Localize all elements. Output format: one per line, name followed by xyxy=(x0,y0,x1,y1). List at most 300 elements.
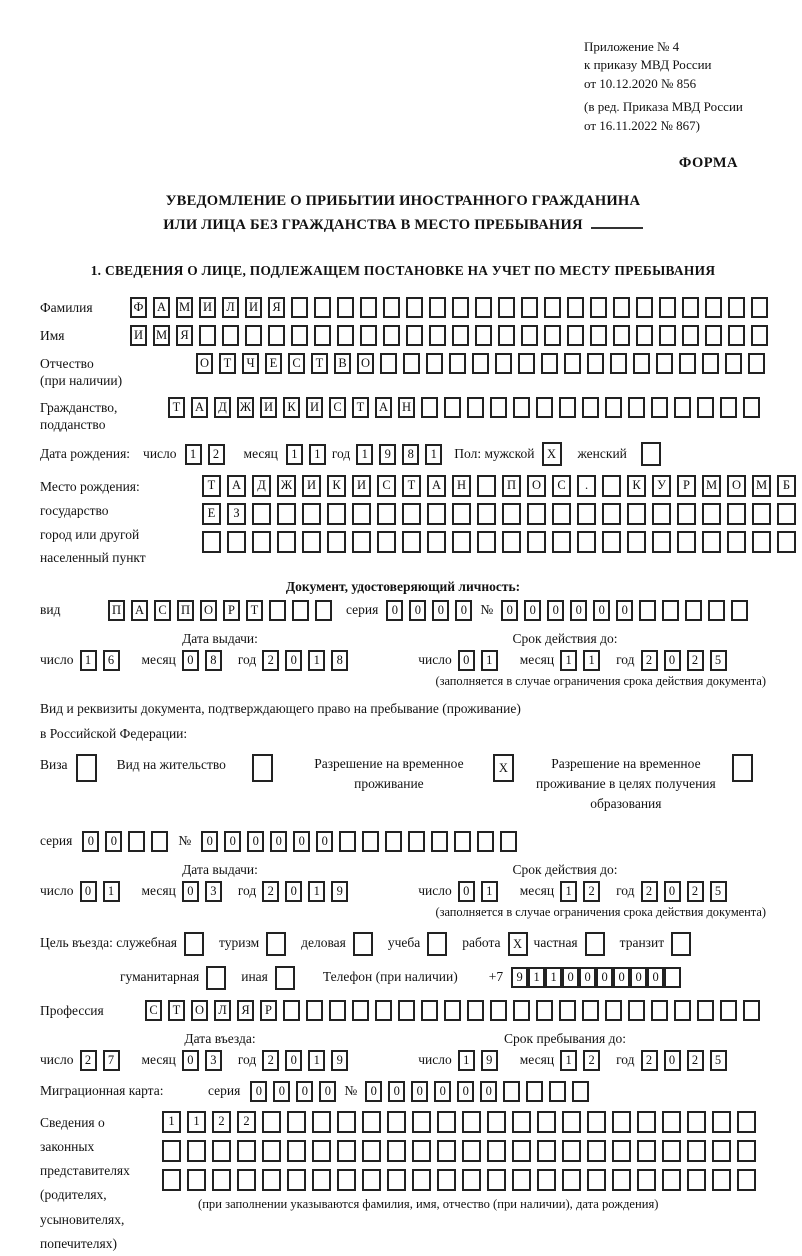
char-box[interactable] xyxy=(752,531,771,553)
char-box[interactable]: 0 xyxy=(285,650,302,671)
char-box[interactable] xyxy=(237,1169,256,1191)
char-box[interactable] xyxy=(162,1169,181,1191)
char-box[interactable] xyxy=(610,353,627,374)
char-box[interactable] xyxy=(564,353,581,374)
char-box[interactable]: 3 xyxy=(205,881,222,902)
char-box[interactable] xyxy=(292,600,309,621)
char-box[interactable] xyxy=(659,297,676,318)
char-box[interactable]: 0 xyxy=(458,881,475,902)
char-box[interactable] xyxy=(291,325,308,346)
char-box[interactable]: 0 xyxy=(296,1081,313,1102)
char-box[interactable]: 1 xyxy=(356,444,373,465)
char-box[interactable] xyxy=(567,325,584,346)
char-box[interactable]: Н xyxy=(452,475,471,497)
char-box[interactable]: Т xyxy=(168,397,185,418)
purpose-official-checkbox[interactable] xyxy=(184,932,204,956)
char-box[interactable] xyxy=(521,297,538,318)
char-box[interactable]: 0 xyxy=(647,967,664,988)
char-box[interactable]: О xyxy=(196,353,213,374)
char-box[interactable] xyxy=(751,297,768,318)
char-box[interactable] xyxy=(245,325,262,346)
char-box[interactable] xyxy=(737,1111,756,1133)
char-box[interactable]: 0 xyxy=(247,831,264,852)
char-box[interactable] xyxy=(587,1111,606,1133)
char-box[interactable] xyxy=(748,353,765,374)
char-box[interactable]: 0 xyxy=(201,831,218,852)
char-box[interactable]: 0 xyxy=(596,967,613,988)
char-box[interactable]: Л xyxy=(214,1000,231,1021)
char-box[interactable] xyxy=(487,1140,506,1162)
char-box[interactable]: 0 xyxy=(432,600,449,621)
char-box[interactable]: И xyxy=(352,475,371,497)
char-box[interactable] xyxy=(674,397,691,418)
char-box[interactable] xyxy=(362,1140,381,1162)
char-box[interactable] xyxy=(377,531,396,553)
char-box[interactable] xyxy=(487,1111,506,1133)
char-box[interactable] xyxy=(302,531,321,553)
char-box[interactable]: 2 xyxy=(262,881,279,902)
char-box[interactable]: Р xyxy=(223,600,240,621)
char-box[interactable] xyxy=(227,531,246,553)
char-box[interactable]: 8 xyxy=(331,650,348,671)
char-box[interactable] xyxy=(437,1169,456,1191)
char-box[interactable] xyxy=(559,1000,576,1021)
char-box[interactable] xyxy=(602,475,621,497)
char-box[interactable] xyxy=(562,1169,581,1191)
char-box[interactable] xyxy=(513,1000,530,1021)
char-box[interactable] xyxy=(287,1111,306,1133)
char-box[interactable]: П xyxy=(502,475,521,497)
char-box[interactable] xyxy=(444,397,461,418)
char-box[interactable]: 1 xyxy=(560,1050,577,1071)
char-box[interactable] xyxy=(727,503,746,525)
char-box[interactable] xyxy=(162,1140,181,1162)
char-box[interactable] xyxy=(362,831,379,852)
char-box[interactable]: Б xyxy=(777,475,796,497)
purpose-work-checkbox[interactable]: X xyxy=(508,932,528,956)
char-box[interactable]: О xyxy=(200,600,217,621)
char-box[interactable] xyxy=(187,1169,206,1191)
char-box[interactable]: 2 xyxy=(262,650,279,671)
char-box[interactable]: Я xyxy=(176,325,193,346)
char-box[interactable] xyxy=(720,397,737,418)
char-box[interactable] xyxy=(628,397,645,418)
char-box[interactable]: 0 xyxy=(524,600,541,621)
char-box[interactable] xyxy=(429,297,446,318)
char-box[interactable] xyxy=(360,325,377,346)
char-box[interactable]: 2 xyxy=(80,1050,97,1071)
char-box[interactable] xyxy=(475,325,492,346)
char-box[interactable] xyxy=(312,1111,331,1133)
char-box[interactable] xyxy=(252,503,271,525)
char-box[interactable]: 1 xyxy=(481,881,498,902)
char-box[interactable]: Т xyxy=(202,475,221,497)
purpose-study-checkbox[interactable] xyxy=(427,932,447,956)
char-box[interactable] xyxy=(352,531,371,553)
char-box[interactable] xyxy=(327,531,346,553)
char-box[interactable]: 1 xyxy=(309,444,326,465)
char-box[interactable]: 0 xyxy=(593,600,610,621)
char-box[interactable]: К xyxy=(627,475,646,497)
purpose-private-checkbox[interactable] xyxy=(585,932,605,956)
char-box[interactable]: Т xyxy=(246,600,263,621)
temp-residence-edu-checkbox[interactable] xyxy=(732,754,753,782)
char-box[interactable]: 0 xyxy=(409,600,426,621)
char-box[interactable] xyxy=(477,531,496,553)
char-box[interactable]: 0 xyxy=(250,1081,267,1102)
char-box[interactable]: 0 xyxy=(562,967,579,988)
char-box[interactable] xyxy=(605,397,622,418)
char-box[interactable]: О xyxy=(527,475,546,497)
char-box[interactable] xyxy=(512,1169,531,1191)
char-box[interactable]: Д xyxy=(214,397,231,418)
char-box[interactable] xyxy=(452,503,471,525)
residence-permit-checkbox[interactable] xyxy=(252,754,273,782)
char-box[interactable] xyxy=(151,831,168,852)
char-box[interactable]: 0 xyxy=(434,1081,451,1102)
char-box[interactable] xyxy=(627,503,646,525)
char-box[interactable]: 0 xyxy=(480,1081,497,1102)
char-box[interactable]: 0 xyxy=(613,967,630,988)
char-box[interactable] xyxy=(306,1000,323,1021)
char-box[interactable] xyxy=(472,353,489,374)
purpose-tourism-checkbox[interactable] xyxy=(266,932,286,956)
char-box[interactable] xyxy=(552,531,571,553)
char-box[interactable]: 1 xyxy=(308,650,325,671)
char-box[interactable]: 0 xyxy=(80,881,97,902)
char-box[interactable] xyxy=(752,503,771,525)
char-box[interactable] xyxy=(277,531,296,553)
char-box[interactable] xyxy=(429,325,446,346)
purpose-business-checkbox[interactable] xyxy=(353,932,373,956)
char-box[interactable] xyxy=(652,503,671,525)
char-box[interactable] xyxy=(490,1000,507,1021)
char-box[interactable] xyxy=(605,1000,622,1021)
char-box[interactable] xyxy=(212,1140,231,1162)
char-box[interactable] xyxy=(751,325,768,346)
char-box[interactable] xyxy=(502,531,521,553)
char-box[interactable] xyxy=(475,297,492,318)
sex-female-checkbox[interactable] xyxy=(641,442,661,466)
char-box[interactable]: У xyxy=(652,475,671,497)
char-box[interactable] xyxy=(437,1111,456,1133)
char-box[interactable]: 0 xyxy=(285,1050,302,1071)
char-box[interactable] xyxy=(467,1000,484,1021)
char-box[interactable]: 0 xyxy=(182,1050,199,1071)
char-box[interactable]: 0 xyxy=(411,1081,428,1102)
char-box[interactable] xyxy=(612,1140,631,1162)
char-box[interactable] xyxy=(462,1111,481,1133)
char-box[interactable] xyxy=(412,1111,431,1133)
char-box[interactable]: 9 xyxy=(331,881,348,902)
char-box[interactable] xyxy=(268,325,285,346)
char-box[interactable]: 9 xyxy=(331,1050,348,1071)
char-box[interactable] xyxy=(572,1081,589,1102)
char-box[interactable] xyxy=(567,297,584,318)
char-box[interactable] xyxy=(262,1169,281,1191)
char-box[interactable] xyxy=(720,1000,737,1021)
char-box[interactable] xyxy=(362,1111,381,1133)
char-box[interactable] xyxy=(777,531,796,553)
char-box[interactable]: 1 xyxy=(185,444,202,465)
char-box[interactable] xyxy=(613,297,630,318)
char-box[interactable] xyxy=(467,397,484,418)
char-box[interactable]: М xyxy=(702,475,721,497)
char-box[interactable]: 2 xyxy=(641,1050,658,1071)
char-box[interactable] xyxy=(314,325,331,346)
char-box[interactable]: 0 xyxy=(273,1081,290,1102)
char-box[interactable] xyxy=(412,1169,431,1191)
char-box[interactable]: Р xyxy=(260,1000,277,1021)
char-box[interactable] xyxy=(521,325,538,346)
char-box[interactable] xyxy=(269,600,286,621)
char-box[interactable]: 6 xyxy=(103,650,120,671)
char-box[interactable] xyxy=(662,1169,681,1191)
char-box[interactable]: А xyxy=(153,297,170,318)
purpose-humanitarian-checkbox[interactable] xyxy=(206,966,226,990)
char-box[interactable] xyxy=(685,600,702,621)
char-box[interactable]: 2 xyxy=(641,881,658,902)
char-box[interactable] xyxy=(252,531,271,553)
char-box[interactable] xyxy=(222,325,239,346)
char-box[interactable] xyxy=(679,353,696,374)
char-box[interactable]: 0 xyxy=(547,600,564,621)
char-box[interactable]: 2 xyxy=(208,444,225,465)
char-box[interactable] xyxy=(387,1169,406,1191)
char-box[interactable] xyxy=(495,353,512,374)
char-box[interactable] xyxy=(380,353,397,374)
char-box[interactable] xyxy=(587,353,604,374)
char-box[interactable] xyxy=(337,1111,356,1133)
char-box[interactable] xyxy=(312,1140,331,1162)
char-box[interactable]: 0 xyxy=(616,600,633,621)
char-box[interactable] xyxy=(612,1169,631,1191)
char-box[interactable] xyxy=(339,831,356,852)
char-box[interactable] xyxy=(262,1140,281,1162)
char-box[interactable] xyxy=(662,600,679,621)
char-box[interactable] xyxy=(375,1000,392,1021)
char-box[interactable]: К xyxy=(327,475,346,497)
char-box[interactable]: 1 xyxy=(583,650,600,671)
char-box[interactable]: 1 xyxy=(481,650,498,671)
char-box[interactable] xyxy=(402,531,421,553)
char-box[interactable] xyxy=(702,503,721,525)
char-box[interactable]: Т xyxy=(168,1000,185,1021)
char-box[interactable] xyxy=(477,503,496,525)
char-box[interactable]: Ж xyxy=(237,397,254,418)
char-box[interactable] xyxy=(662,1140,681,1162)
char-box[interactable] xyxy=(737,1169,756,1191)
char-box[interactable]: 0 xyxy=(316,831,333,852)
char-box[interactable] xyxy=(637,1140,656,1162)
char-box[interactable]: А xyxy=(131,600,148,621)
char-box[interactable] xyxy=(500,831,517,852)
char-box[interactable]: 1 xyxy=(545,967,562,988)
char-box[interactable] xyxy=(612,1111,631,1133)
char-box[interactable] xyxy=(518,353,535,374)
char-box[interactable] xyxy=(602,503,621,525)
char-box[interactable] xyxy=(527,503,546,525)
char-box[interactable] xyxy=(452,531,471,553)
char-box[interactable]: И xyxy=(302,475,321,497)
char-box[interactable] xyxy=(406,325,423,346)
char-box[interactable] xyxy=(387,1140,406,1162)
char-box[interactable] xyxy=(682,325,699,346)
char-box[interactable]: Е xyxy=(265,353,282,374)
char-box[interactable] xyxy=(677,503,696,525)
char-box[interactable]: 2 xyxy=(237,1111,256,1133)
char-box[interactable] xyxy=(462,1140,481,1162)
char-box[interactable]: 5 xyxy=(710,1050,727,1071)
char-box[interactable] xyxy=(562,1111,581,1133)
char-box[interactable] xyxy=(502,503,521,525)
char-box[interactable] xyxy=(477,475,496,497)
char-box[interactable] xyxy=(712,1169,731,1191)
char-box[interactable]: 2 xyxy=(212,1111,231,1133)
char-box[interactable]: 9 xyxy=(511,967,528,988)
char-box[interactable] xyxy=(385,831,402,852)
char-box[interactable] xyxy=(637,1169,656,1191)
char-box[interactable] xyxy=(431,831,448,852)
char-box[interactable] xyxy=(403,353,420,374)
char-box[interactable] xyxy=(590,297,607,318)
char-box[interactable]: 5 xyxy=(710,881,727,902)
char-box[interactable]: И xyxy=(199,297,216,318)
char-box[interactable] xyxy=(697,397,714,418)
char-box[interactable] xyxy=(512,1140,531,1162)
char-box[interactable] xyxy=(352,1000,369,1021)
char-box[interactable] xyxy=(697,1000,714,1021)
char-box[interactable]: 0 xyxy=(105,831,122,852)
char-box[interactable]: 9 xyxy=(379,444,396,465)
char-box[interactable] xyxy=(537,1111,556,1133)
char-box[interactable] xyxy=(705,325,722,346)
visa-checkbox[interactable] xyxy=(76,754,97,782)
char-box[interactable] xyxy=(687,1140,706,1162)
char-box[interactable]: 0 xyxy=(293,831,310,852)
char-box[interactable] xyxy=(327,503,346,525)
char-box[interactable] xyxy=(383,325,400,346)
char-box[interactable]: М xyxy=(752,475,771,497)
char-box[interactable] xyxy=(544,297,561,318)
char-box[interactable]: З xyxy=(227,503,246,525)
char-box[interactable] xyxy=(712,1140,731,1162)
char-box[interactable] xyxy=(536,1000,553,1021)
char-box[interactable] xyxy=(541,353,558,374)
char-box[interactable] xyxy=(633,353,650,374)
char-box[interactable] xyxy=(651,397,668,418)
char-box[interactable]: О xyxy=(357,353,374,374)
char-box[interactable] xyxy=(587,1169,606,1191)
char-box[interactable]: 1 xyxy=(308,1050,325,1071)
char-box[interactable] xyxy=(549,1081,566,1102)
char-box[interactable]: 7 xyxy=(103,1050,120,1071)
char-box[interactable] xyxy=(587,1140,606,1162)
char-box[interactable] xyxy=(559,397,576,418)
char-box[interactable] xyxy=(487,1169,506,1191)
char-box[interactable]: М xyxy=(153,325,170,346)
char-box[interactable]: 1 xyxy=(560,650,577,671)
char-box[interactable]: Я xyxy=(237,1000,254,1021)
char-box[interactable]: М xyxy=(176,297,193,318)
char-box[interactable] xyxy=(537,1140,556,1162)
char-box[interactable]: И xyxy=(306,397,323,418)
char-box[interactable] xyxy=(728,297,745,318)
char-box[interactable]: 2 xyxy=(583,881,600,902)
char-box[interactable]: 1 xyxy=(80,650,97,671)
char-box[interactable]: 0 xyxy=(182,881,199,902)
char-box[interactable]: Д xyxy=(252,475,271,497)
char-box[interactable]: И xyxy=(130,325,147,346)
purpose-transit-checkbox[interactable] xyxy=(671,932,691,956)
char-box[interactable]: 0 xyxy=(630,967,647,988)
char-box[interactable]: 2 xyxy=(687,1050,704,1071)
char-box[interactable] xyxy=(437,1140,456,1162)
char-box[interactable]: П xyxy=(108,600,125,621)
char-box[interactable]: 0 xyxy=(182,650,199,671)
char-box[interactable] xyxy=(426,353,443,374)
char-box[interactable]: Ч xyxy=(242,353,259,374)
char-box[interactable] xyxy=(708,600,725,621)
char-box[interactable]: 1 xyxy=(308,881,325,902)
char-box[interactable]: 0 xyxy=(270,831,287,852)
char-box[interactable] xyxy=(352,503,371,525)
char-box[interactable]: Ф xyxy=(130,297,147,318)
char-box[interactable]: 1 xyxy=(528,967,545,988)
char-box[interactable]: 0 xyxy=(285,881,302,902)
char-box[interactable] xyxy=(406,297,423,318)
char-box[interactable] xyxy=(498,325,515,346)
char-box[interactable] xyxy=(777,503,796,525)
char-box[interactable] xyxy=(421,397,438,418)
char-box[interactable]: И xyxy=(260,397,277,418)
char-box[interactable]: А xyxy=(375,397,392,418)
char-box[interactable]: 0 xyxy=(579,967,596,988)
char-box[interactable] xyxy=(705,297,722,318)
char-box[interactable] xyxy=(682,297,699,318)
char-box[interactable] xyxy=(652,531,671,553)
char-box[interactable]: Т xyxy=(311,353,328,374)
char-box[interactable] xyxy=(513,397,530,418)
char-box[interactable]: Р xyxy=(677,475,696,497)
char-box[interactable] xyxy=(687,1111,706,1133)
char-box[interactable]: П xyxy=(177,600,194,621)
char-box[interactable]: Я xyxy=(268,297,285,318)
char-box[interactable]: А xyxy=(191,397,208,418)
char-box[interactable]: 2 xyxy=(641,650,658,671)
char-box[interactable]: . xyxy=(577,475,596,497)
char-box[interactable] xyxy=(527,531,546,553)
char-box[interactable]: 0 xyxy=(664,650,681,671)
char-box[interactable] xyxy=(613,325,630,346)
char-box[interactable] xyxy=(577,531,596,553)
char-box[interactable]: 0 xyxy=(457,1081,474,1102)
char-box[interactable] xyxy=(562,1140,581,1162)
char-box[interactable]: С xyxy=(377,475,396,497)
char-box[interactable] xyxy=(743,397,760,418)
char-box[interactable] xyxy=(408,831,425,852)
char-box[interactable]: 0 xyxy=(664,881,681,902)
char-box[interactable]: С xyxy=(288,353,305,374)
char-box[interactable] xyxy=(462,1169,481,1191)
purpose-other-checkbox[interactable] xyxy=(275,966,295,990)
char-box[interactable]: О xyxy=(191,1000,208,1021)
char-box[interactable] xyxy=(503,1081,520,1102)
char-box[interactable]: 5 xyxy=(710,650,727,671)
char-box[interactable] xyxy=(552,503,571,525)
char-box[interactable] xyxy=(727,531,746,553)
temp-residence-checkbox[interactable]: X xyxy=(493,754,514,782)
